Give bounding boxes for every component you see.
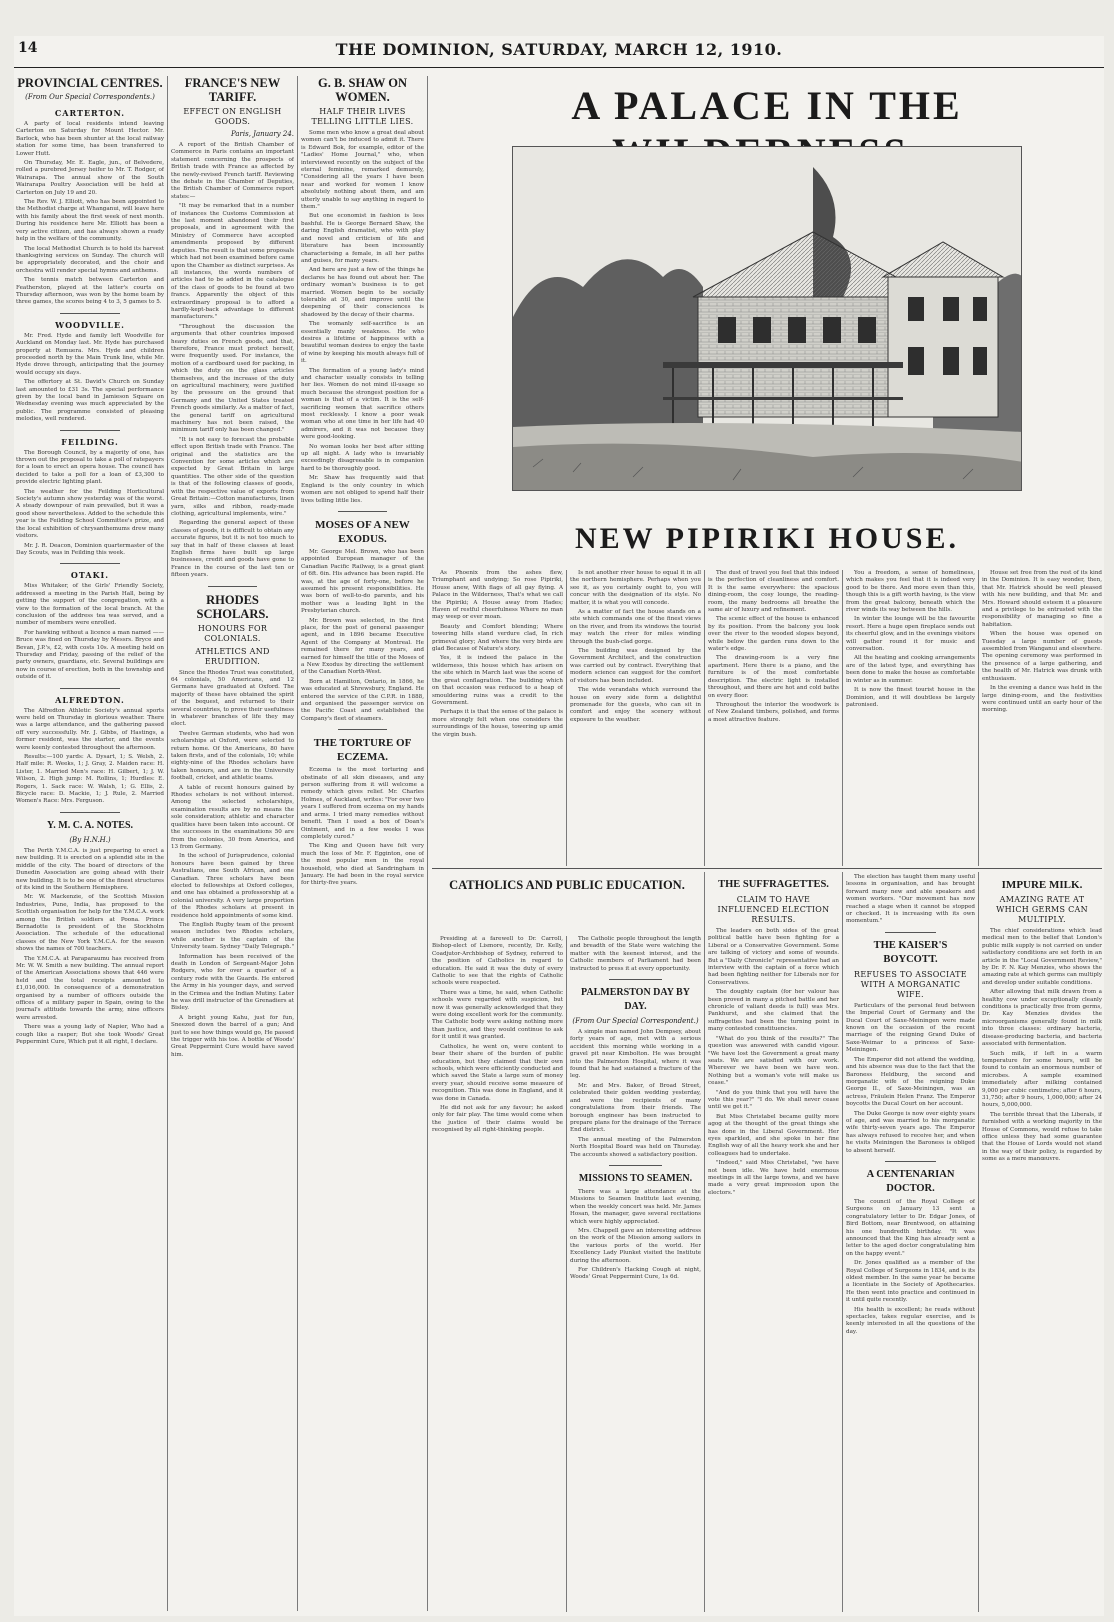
milk-heading: IMPURE MILK. bbox=[1001, 879, 1083, 891]
milk-column bbox=[982, 874, 1102, 1612]
catholics-heading-block bbox=[432, 874, 702, 934]
section-woodville: WOODVILLE. bbox=[55, 319, 125, 330]
pipiriki-text-1 bbox=[432, 570, 563, 866]
catholics-text-1 bbox=[432, 936, 563, 1612]
kaiser-column bbox=[846, 874, 975, 1612]
article-text: There was a large attendance at the Missions to Seamen Institute last evening, when the weekly concert was held. Mr. James Hosan, the manager, gave several recitations which were highly appreciated. Mrs. Chappell gave an interesting address on the work of the Mission among sailors in the various ports of the world. Her Excellency Lady Plunket visited the Institute during the afternoon. For Children's Hacking Cough at night, Woods' Great Peppermint Cure, 1s 6d. bbox=[570, 1188, 701, 1281]
divider bbox=[885, 932, 937, 933]
article-text: You a freedom, a sense of homeliness, which makes you feel that it is indeed very good to be there. And more even than this, though this is a gift worth having, is the view from the great balcony, beneath which the river winds its way between the hills. In winter the lounge will be the favourite resort. Here a huge open fireplace sends out its cheerful glow, and in the evenings visitors will gather round it for music and conversation. All the heating and cooking arrangements are of the latest type, and everything has been done to make the house as comfortable in winter as in summer. It is now the finest tourist house in the Dominion, and it will doubtless be largely patronised. bbox=[846, 570, 975, 708]
doctor-heading: A CENTENARIAN DOCTOR. bbox=[866, 1168, 955, 1194]
section-feilding: FEILDING. bbox=[61, 436, 119, 447]
article-text: A simple man named John Dempsey, about forty years of age, met with a serious accident this morning while working in a gravel pit near Kimbolton. He was brought into the Palmerston Hospital, where it was found that he had sustained a fracture of the leg. Mr. and Mrs. Baker, of Broad Street, celebrated their golden wedding yesterday, and were the recipients of many congratulations from their friends. The borough engineer has been instructed to prepare plans for the drainage of the Terrace End district. The annual meeting of the Palmerston North Hospital Board was held on Thursday. The accounts showed a satisfactory position. bbox=[570, 1029, 701, 1158]
pipiriki-heading-block bbox=[432, 522, 1102, 570]
column-rule bbox=[978, 570, 979, 866]
section-carterton: CARTERTON. bbox=[54, 108, 126, 118]
article-text: Miss Whitaker, of the Girls' Friendly Society, addressed a meeting in the Parish Hall, being by getting the support of the congregation, with a view to the formation of the local branch. At the conclusion of the address tea was served, and a number of members were enrolled. For hawking without a licence a man named —— Bruce was fined on Thursday by Messrs. Bryce and Bevan, J.P.'s, £2, with costs 10s. A meeting held on Thursday and Friday, passing of the relief of the party owners, guardians, etc. Several buildings are now in course of erection, both in the township and outside of it. bbox=[16, 583, 164, 681]
suffragettes-column bbox=[708, 874, 839, 1612]
kaiser-heading: THE KAISER'S BOYCOTT. bbox=[873, 939, 948, 965]
page-number: 14 bbox=[18, 40, 38, 56]
article-text: The Catholic people throughout the length and breadth of the State were watching the matter with the keenest interest, and the Catholic members of Parliament had been instructed to press it at every opportunity. bbox=[570, 936, 701, 972]
divider bbox=[208, 586, 257, 587]
provincial-centres-column bbox=[16, 76, 164, 1611]
column-rule bbox=[566, 936, 567, 1612]
article-text: The council of the Royal College of Surgeons on January 13 sent a congratulatory letter to Dr. Edgar Jones, of Bird Bottom, near Brentwood, on attaining his one hundredth birthday. "It was announced that the King has already sent a letter to the aged doctor congratulating him on the happy event." Dr. Jones qualified as a member of the Royal College of Surgeons in 1834, and is its oldest member. In the same year he became a licentiate in the Society of Apothecaries. He then went into practice and continued in it until quite recently. His health is excellent; he reads without spectacles, takes regular exercise, and is keenly interested in all the questions of the day. bbox=[846, 1198, 975, 1335]
milk-subheading: AMAZING RATE AT WHICH GERMS CAN MULTIPLY. bbox=[996, 895, 1088, 924]
article-text: Is not another river house to equal it in all the northern hemisphere. Perhaps when you see it, as you certainly ought to, you will concur with the designation of its style. No matter, it is what you will concede. As a matter of fact the house stands on a site which commands one of the finest views on the river, and from its windows the tourist may watch the river for miles winding through the bush-clad gorge. The building was designed by the Government Architect, and the construction was carried out by contract. Everything that modern science can suggest for the comfort of visitors has been included. The wide verandahs which surround the house on every side form a delightful promenade for the guests, who can sit in comfort and enjoy the scenery without exposure to the weather. bbox=[570, 570, 701, 723]
pipiriki-text-5 bbox=[982, 570, 1102, 866]
article-text: Eczema is the most torturing and obstinate of all skin diseases, and any person suffering from it will welcome a remedy which gives relief. Mr. Charles Holmes, of Auckland, writes: "For over two years I suffered from eczema on my hands and arms. I tried many remedies without benefit. Then I used a box of Doan's Ointment, and in a few weeks I was completely cured." The King and Queen have felt very much the loss of Mr. F. Egginton, one of the most popular men in the royal household, who died at Sandringham in January. He had been in the royal service for thirty-five years. bbox=[301, 767, 424, 887]
suffragettes-subheading: CLAIM TO HAVE INFLUENCED ELECTION RESULTS. bbox=[717, 895, 830, 924]
palmerston-heading: PALMERSTON DAY BY DAY. bbox=[581, 987, 690, 1013]
shaw-subheading: HALF THEIR LIVES TELLING LITTLE LIES. bbox=[311, 107, 414, 126]
column-rule bbox=[427, 76, 428, 1611]
divider bbox=[60, 688, 119, 689]
article-text: House set free from the rest of its kind in the Dominion. It is easy wonder, then, that Mr. Hatrick should be well pleased with his new building, and that Mr. and Mrs. Howard should esteem it a pleasure and a privilege to be entrusted with the responsibility of managing so fine a habitation. When the house was opened on Tuesday a large number of guests assembled from Wanganui and elsewhere. The opening ceremony was performed in the presence of a large gathering, and the health of Mr. Hatrick was drunk with enthusiasm. In the evening a dance was held in the large dining-room, and the festivities were continued until an early hour of the morning. bbox=[982, 570, 1102, 714]
divider bbox=[609, 1165, 661, 1166]
divider bbox=[338, 729, 387, 730]
pipiriki-text-2 bbox=[570, 570, 701, 866]
article-text: A party of local residents intend leaving Carterton on Saturday for Mount Hector. Mr. Barlock, who has been shunter at the local railway station for some time, has been transferred to Lower Hutt. On Thursday, Mr. E. Eagle, jun., of Belvedere, rolled a purebred Jersey heifer to Mr. T. Rodger, of Wairarapa. The annual show of the South Wairarapa Poultry Association will be held at Carterton on July 19 and 20. The Rev. W. J. Elliott, who has been appointed to the Methodist charge at Whanganui, will leave here with his family about the first week of next month. During his residence here Mr. Elliott has been a very active citizen, and has always shown a ready help in the welfare of the community. The local Methodist Church is to hold its harvest thanksgiving services on Sunday. The church will be appropriately decorated, and the choir and orchestra will render special hymns and anthems. The tennis match between Carterton and Featherston, played at the latter's courts on Thursday afternoon, was won by the home team by three games, the scores being 4 to 3, 5 games to 5. bbox=[16, 121, 164, 306]
pipiriki-heading: NEW PIPIRIKI HOUSE. bbox=[574, 522, 959, 555]
shaw-column bbox=[301, 76, 424, 1611]
divider bbox=[338, 511, 387, 512]
rhodes-subheading-2: ATHLETICS AND ERUDITION. bbox=[195, 646, 270, 666]
divider bbox=[60, 430, 119, 431]
article-text: The chief considerations which lead medical men to the belief that London's public milk supply is not carried on under satisfactory conditions are set forth in an article in the "Local Government Review," by Dr. F. N. Kay Menzies, who shows the amazing rate at which germs can multiply and develop under suitable conditions. After allowing that milk drawn from a healthy cow under exceptionally cleanly conditions is practically free from germs, Dr. Kay Menzies divides the microorganisms generally found in milk into three classes: ordinary bacteria, disease-producing bacteria, and bacteria associated with fermentation. Such milk, if left in a warm temperature for some hours, will be found to contain an enormous number of microbes. A sample examined immediately after milking contained 9,000 per cubic centimetre; after 6 hours, 31,750; after 9 hours, 1,000,000; after 24 hours, 5,000,000. The terrible threat that the Liberals, if furnished with a working majority in the House of Commons, would refuse to take office unless they had some guarantee that the House of Lords would not stand in the way of their policy, is regarded by some as a mere manœuvre. bbox=[982, 928, 1102, 1163]
provincial-byline: (From Our Special Correspondents.) bbox=[25, 93, 155, 101]
section-alfredton: ALFREDTON. bbox=[55, 694, 125, 705]
article-text: As Phoenix from the ashes flew, Triumphant and undying; So rose Pipiriki, House anew, With flags of all gay flying. A Palace in the Wilderness, That's what we call the Pipiriki; A House away from Hades; Haven of restful cheerfulness Where no man may weep or ever moan. Beauty and Comfort blending; Where towering hills stand verdure clad, In rich primeval glory; And where the very birds are glad Because of Nature's story. Yes, it is indeed the palace in the wilderness, this house which has arisen on the site which in March last was the scene of the great conflagration. The building which on that occasion was reduced to a heap of smouldering ruins was a credit to the Government. Perhaps it is that the sense of the palace is more strongly felt when one considers the surroundings of the house, towering up amid the virgin bush. bbox=[432, 570, 563, 738]
article-text: Mr. George Mel. Brown, who has been appointed European manager of the Canadian Pacific Railway, is a great giant of 6ft. 6in. His advance has been rapid. He was, at the age of forty-one, before he assumed his present responsibilities. He was born of well-to-do parents, and his mother was a leading light in the Presbyterian church. Mr. Brown was selected, in the first place, for the post of general passenger agent, and in 1896 became Executive Agent of the Company at Montreal. He remained there for many years, and earned for himself the title of the Moses of a New Exodus by directing the settlement of the Canadian North-West. Born at Hamilton, Ontario, in 1866, he was educated at Shrewsbury, England. He entered the service of the C.P.R. in 1888, and organised the passenger service on the Pacific Coast and established the Company's fleet of steamers. bbox=[301, 548, 424, 722]
column-rule bbox=[167, 76, 168, 1611]
provincial-heading: PROVINCIAL CENTRES. bbox=[17, 76, 163, 90]
column-rule bbox=[842, 872, 843, 1612]
shaw-heading: G. B. SHAW ON WOMEN. bbox=[317, 76, 408, 104]
article-text: The election has taught them many useful lessons in organisation, and has brought forward many new and able speakers and women workers. "Our movement has now reached a stage when it cannot be stopped or checked. It is increasing with its own momentum." bbox=[846, 874, 975, 925]
article-text: Presiding at a farewell to Dr. Carroll, Bishop-elect of Lismore, recently, Dr. Kelly, Coadjutor-Archbishop of Sydney, referred to the position of Catholics in regard to education. He said it was the duty of every Catholic to see that the rights of Catholic schools were respected. There was a time, he said, when Catholic schools were regarded with suspicion, but now it was generally acknowledged that they were doing excellent work for the community. The Catholic body were asking nothing more than justice, and they would continue to ask for it until it was granted. Catholics, he went on, were content to bear their share of the burden of public education, but they claimed that their own schools, which were efficiently conducted and which saved the State a large sum of money every year, should receive some measure of recognition. This was done in England, and it was done in Canada. He did not ask for any favour; he asked only for fair play. The time would come when the justice of their claims would be recognised by all right-thinking people. bbox=[432, 936, 563, 1134]
article-text: A report of the British Chamber of Commerce in Paris contains an important statement concerning the prospects of British trade with France as affected by the newly-revised French tariff. Reviewing the debate in the Chamber of Deputies, the British Chamber of Commerce report states:— "It may be remarked that in a number of instances the Customs Commission at the last moment abandoned their first proposals, and in agreement with the Ministry of Commerce have accepted amendments proposed by different deputies. The result is that some proposals which had not been examined before came upon the Chamber as distinct surprises. As all instances, the words numbers of articles had to be added in the catalogue of the class of goods to be found at two francs. Apparently the object of this extraordinary proposal is to afford a hardly-kept-back advantage to different manufacturers." "Throughout the discussion the arguments that other countries imposed heavy duties on French goods, and that, therefore, France must protect herself, were frequently used. For instance, the motion of a cardboard used for packing, in which the duty on the glass articles themselves, and the increase of the duty on agricultural machinery, were justified by the pressure on the ground that Germany and the United States treated French goods similarly. As a matter of fact, the general tariff on agricultural machinery has not been raised, the minimum tariff only has been changed." "It is not easy to forecast the probable effect upon British trade with France. The original and the statistics are the Convention for some articles which are expected by Great Britain in large quantities. The other side of the question is that of the following classes of goods, with the respective value of exports from Great Britain:—Cotton manufactures, linen yarn, silks and ribbon, ready-made clothing, agricultural implements, wire." Regarding the general aspect of these classes of goods, it is difficult to obtain any accurate figures, but it is not too much to say that in half of these classes at least English firms have built up large businesses, credit and goods have gone to France in the course of the last ten or fifteen years. bbox=[171, 142, 294, 579]
divider bbox=[60, 812, 119, 813]
section-divider bbox=[432, 868, 1102, 869]
rhodes-heading: RHODES SCHOLARS. bbox=[196, 592, 269, 621]
pipiriki-text-4 bbox=[846, 570, 975, 866]
article-text: Since the Rhodes Trust was constituted, 64 colonials, 50 Americans, and 12 Germans have graduated at Oxford. The majority of these have obtained the spirit of the bequest, and returned to their several countries, to prove their usefulness in whatever branches of life they may elect. Twelve German students, who had won scholarships at Oxford, were selected to return home. Of the Americans, 80 have taken firsts, and of the colonials, 10; while eighty-nine of the Rhodes scholars have taken honours, and are in the University football, cricket, and athletic teams. A table of recent honours gained by Rhodes scholars is not without interest. Among the selected scholarships, examination results are by no means the sole consideration; athletic and character qualities have been taken into account. Of the successes in the examinations 50 are from the colonies, 30 from America, and 13 from Germany. In the school of Jurisprudence, colonial honours have been gained by three Australians, one South African, and one Canadian. Three scholars have been elected to fellowships at Oxford colleges, and one has obtained a professorship at a colonial university. A very large proportion of the Rhodes scholars at present in residence hold appointments of some kind. The English Rugby team of the present season includes two Rhodes scholars, while another is the captain of the University team. Sydney "Daily Telegraph." Information has been received of the death in London of Sergeant-Major John Rodgers, who for over a quarter of a century rode with the Guards. He entered the Army in his younger days, and served in the Crimea and the Indian Mutiny. Later he was drill instructor of the Grenadiers at Bisley. A bright young Kahu, just for fun, Sneezed down the barrel of a gun; And just to see how things would go, He passed the trigger with his toe. A bottle of Woods' Great Peppermint Cure would have saved him. bbox=[171, 669, 294, 1058]
kaiser-subheading: REFUSES TO ASSOCIATE WITH A MORGANATIC WIFE. bbox=[854, 969, 967, 999]
divider bbox=[60, 313, 119, 314]
suffragettes-heading: THE SUFFRAGETTES. bbox=[718, 879, 829, 890]
missions-heading: MISSIONS TO SEAMEN. bbox=[578, 1172, 693, 1184]
article-text: Particulars of the personal feud between the Imperial Court of Germany and the Ducal Court of Saxe-Meiningen were made known on the occasion of the recent marriage of the reigning Grand Duke of Saxe-Weimar to a princess of Saxe-Meiningen. The Emperor did not attend the wedding, and his absence was due to the fact that the Baroness Heldburg, the second and morganatic wife of the reigning Duke George II., of Saxe-Meiningen, was an actress, Fräulein Helen Franz. The Emperor boycotts the Ducal Court on her account. The Duke George is now over eighty years of age, and was married to his morganatic wife thirty-seven years ago. The Emperor has always refused to receive her, and when he visits Meiningen the Baroness is obliged to absent herself. bbox=[846, 1002, 975, 1154]
article-text: The Alfredton Athletic Society's annual sports were held on Thursday in glorious weather. There was a large attendance, and the gathering passed off very successfully. Mr. J. Gibbs, of Hastings, a former resident, was the starter, and the events were keenly contested throughout the afternoon. Results:—100 yards: A. Dysart, 1; S. Welsh, 2. Half mile: R. Weeks, 1; J. Gray, 2. Maiden race: H. Lister, 1. Married Men's race: H. Gilbert, 1; J. W. Wilson, 2. High jump: M. Rollins, 1; Hurdles: E. Rogers, 1. Sack race: W. Walsh, 1; G. Ellis, 2. Bicycle race: D. Mackie, 1; J. Rule, 2. Married Women's Race: Mrs. Ferguson. bbox=[16, 707, 164, 805]
moses-heading: MOSES OF A NEW EXODUS. bbox=[315, 518, 410, 545]
article-text: Mr. Fred. Hyde and family left Woodville for Auckland on Monday last. Mr. Hyde has purchased property at Remuera. Mrs. Hyde and children proceeded north by the Main Trunk line, while Mr. Hyde drove through, anticipating that the journey would occupy six days. The offertory at St. David's Church on Sunday last amounted to £31 3s. The special performance given by the local band in Jamieson Square on Wednesday evening was much appreciated by the public. The programme consisted of pleasing melodies, well rendered. bbox=[16, 332, 164, 423]
palmerston-byline: (From Our Special Correspondent.) bbox=[572, 1017, 699, 1026]
palace-heading: A PALACE IN THE bbox=[571, 83, 963, 128]
divider bbox=[60, 563, 119, 564]
pipiriki-text-3 bbox=[708, 570, 839, 866]
article-text: The Borough Council, by a majority of one, has thrown out the proposal to take a poll of ratepayers for a loan to erect an opera house. The council has decided to take a poll for a loan of £3,300 to provide electric lighting plant. The weather for the Feilding Horticultural Society's autumn show yesterday was of the worst. A steady downpour of rain prevailed, but it was a good show nevertheless. Added to the schedule this year is the Feilding School Committee's prize, and the local exhibition of chrysanthemums drew many visitors. Mr. J. R. Deacon, Dominion quartermaster of the Day Scouts, was in Feilding this week. bbox=[16, 449, 164, 556]
eczema-heading: THE TORTURE OF ECZEMA. bbox=[313, 737, 412, 764]
ymca-heading: Y. M. C. A. NOTES. bbox=[46, 819, 134, 831]
column-rule bbox=[297, 76, 298, 1611]
france-heading: FRANCE'S NEW TARIFF. bbox=[184, 76, 281, 104]
france-subheading: EFFECT ON ENGLISH GOODS. bbox=[183, 107, 282, 126]
palace-illustration bbox=[512, 146, 1022, 491]
newspaper-title: THE DOMINION, SATURDAY, MARCH 12, 1910. bbox=[335, 40, 783, 59]
catholics-text-2 bbox=[570, 936, 701, 1612]
ymca-byline: (By H.N.H.) bbox=[69, 835, 111, 844]
rhodes-subheading-1: HONOURS FOR COLONIALS. bbox=[197, 623, 268, 643]
column-rule bbox=[566, 570, 567, 866]
france-tariff-column bbox=[171, 76, 294, 1611]
column-rule bbox=[704, 872, 705, 1612]
article-text: The leaders on both sides of the great political battle have been fighting for a Liberal or a Conservative Government. Some are talking of victory and some of wounds. But a "Daily Chronicle" representative had an interview with the captain of a force which had been fighting neither for Liberals nor for Conservatives. The doughty captain (for her valour has been proved in many a pitched battle and her chronicle of valiant deeds is full) was Mrs. Pankhurst, and she claimed that the suffragettes had been the turning point in many contested constituencies. "What do you think of the results?" The question was answered with candid vigour. "We have lost the Government a great many seats. We are satisfied with our work. Wherever we have been we have won. Nothing but a woman's vote will make us cease." "And do you think that you will have the vote this year?" "I do. We shall never cease until we get it." But Miss Christabel became guilty more agog at the thought of the great things she has done in the Liberal Government. Her eyes sparkled, and she spoke in her fine English way of all the heavy work she and her colleagues had to undertake. "Indeed," said Miss Christabel, "we have not been idle. We have held enormous meetings in all the large towns, and we have made a very great impression upon the electors." bbox=[708, 928, 839, 1196]
masthead bbox=[14, 36, 1104, 68]
france-dateline: Paris, January 24. bbox=[230, 130, 294, 138]
article-text: The Perth Y.M.C.A. is just preparing to erect a new building. It is erected on a splendid site in the middle of the city. The board of directors of the Dunedin Association are going ahead with their new building. It is to be one of the finest structures of its kind in the Southern Hemisphere. Mr. W. Mackenzie, of the Scottish Mission Industries, Pune, India, has proposed to the Scottish organisation for help for the Y.M.C.A. work among the British soldiers at Poona. Prince Bernadotte is president of the Stockholm Association. The schedule of the educational classes of the New York Y.M.C.A. for the season shows the names of 700 teachers. The Y.M.C.A. at Paraparaumu has received from Mr. W. W. Smith a new building. The annual report of the American Associations shows that 446 were held and the total receipts amounted to £1,016,000. In consequence of a demonstration organised by a number of officers outside the offices of a military paper in Spain, owing to the journal's attitude towards the army, nine officers were arrested. There was a young lady of Napier, Who had a cough like a rasper; But she took Woods' Great Peppermint Cure, Which put it all right, I declare. bbox=[16, 847, 164, 1046]
divider bbox=[885, 1161, 937, 1162]
newspaper-page bbox=[14, 36, 1104, 1616]
divider bbox=[609, 979, 661, 980]
article-text: Some men who know a great deal about women can't be induced to admit it. There is Edward Bok, for example, editor of the "Ladies' Home Journal," who, when interviewed recently on the subject of the eternal feminine, remarked demurely, "Considering all the years I have been near and worked for women I know absolutely nothing about them, and am utterly unable to say anything in regard to them." But one economist in fashion is less bashful. He is George Bernard Shaw, the daring English dramatist, who with play and novel and criticism of life and literature has been incessantly characterising a female, in all her paths and guises, for many years. And here are just a few of the things he declares he has found out about her. The ordinary woman's business is to get married. Women begin to be socially tolerable at 30, and improve until the deepening of their consciences is shadowed by the decay of their charms. The womanly self-sacrifice is an essentially manly weakness. He who desires a lifetime of happiness with a beautiful woman desires to enjoy the taste of wine by keeping his mouth always full of it. The formation of a young lady's mind and character usually consists in telling her lies. Women do not mind ill-usage so much because the strongest position for a woman is that of a victim. It is the self-sacrificing women that sacrifice others most recklessly. I know a poor weak woman who at one time in her life had 40 admirers, and it was not because they were good-looking. No woman looks her best after sitting up all night. A lady who is invariably exceedingly disagreeable is in companion hard to be thoroughly good. Mr. Shaw has frequently said that England is the only country in which women are not obliged to spend half their lives telling little lies. bbox=[301, 130, 424, 504]
column-rule bbox=[978, 872, 979, 1612]
column-rule bbox=[704, 570, 705, 866]
column-rule bbox=[842, 570, 843, 866]
catholics-heading: CATHOLICS AND PUBLIC EDUCATION. bbox=[449, 878, 685, 892]
section-otaki: OTAKI. bbox=[70, 570, 110, 581]
house-illustration-icon bbox=[513, 147, 1022, 491]
article-text: The dust of travel you feel that this indeed is the perfection of cleanliness and comfort. It is the same everywhere: the spacious dining-room, the cosy lounge, the reading-room, the many bedrooms all breathe the same air of luxury and refinement. The scenic effect of the house is enhanced by its position. From the balcony you look over the river to the wooded slopes beyond, while below the garden runs down to the water's edge. The drawing-room is a very fine apartment. Here there is a piano, and the furniture is of the most comfortable description. The electric light is installed throughout, and there are hot and cold baths on every floor. Throughout the interior the woodwork is of New Zealand timbers, polished, and forms a most attractive feature. bbox=[708, 570, 839, 723]
